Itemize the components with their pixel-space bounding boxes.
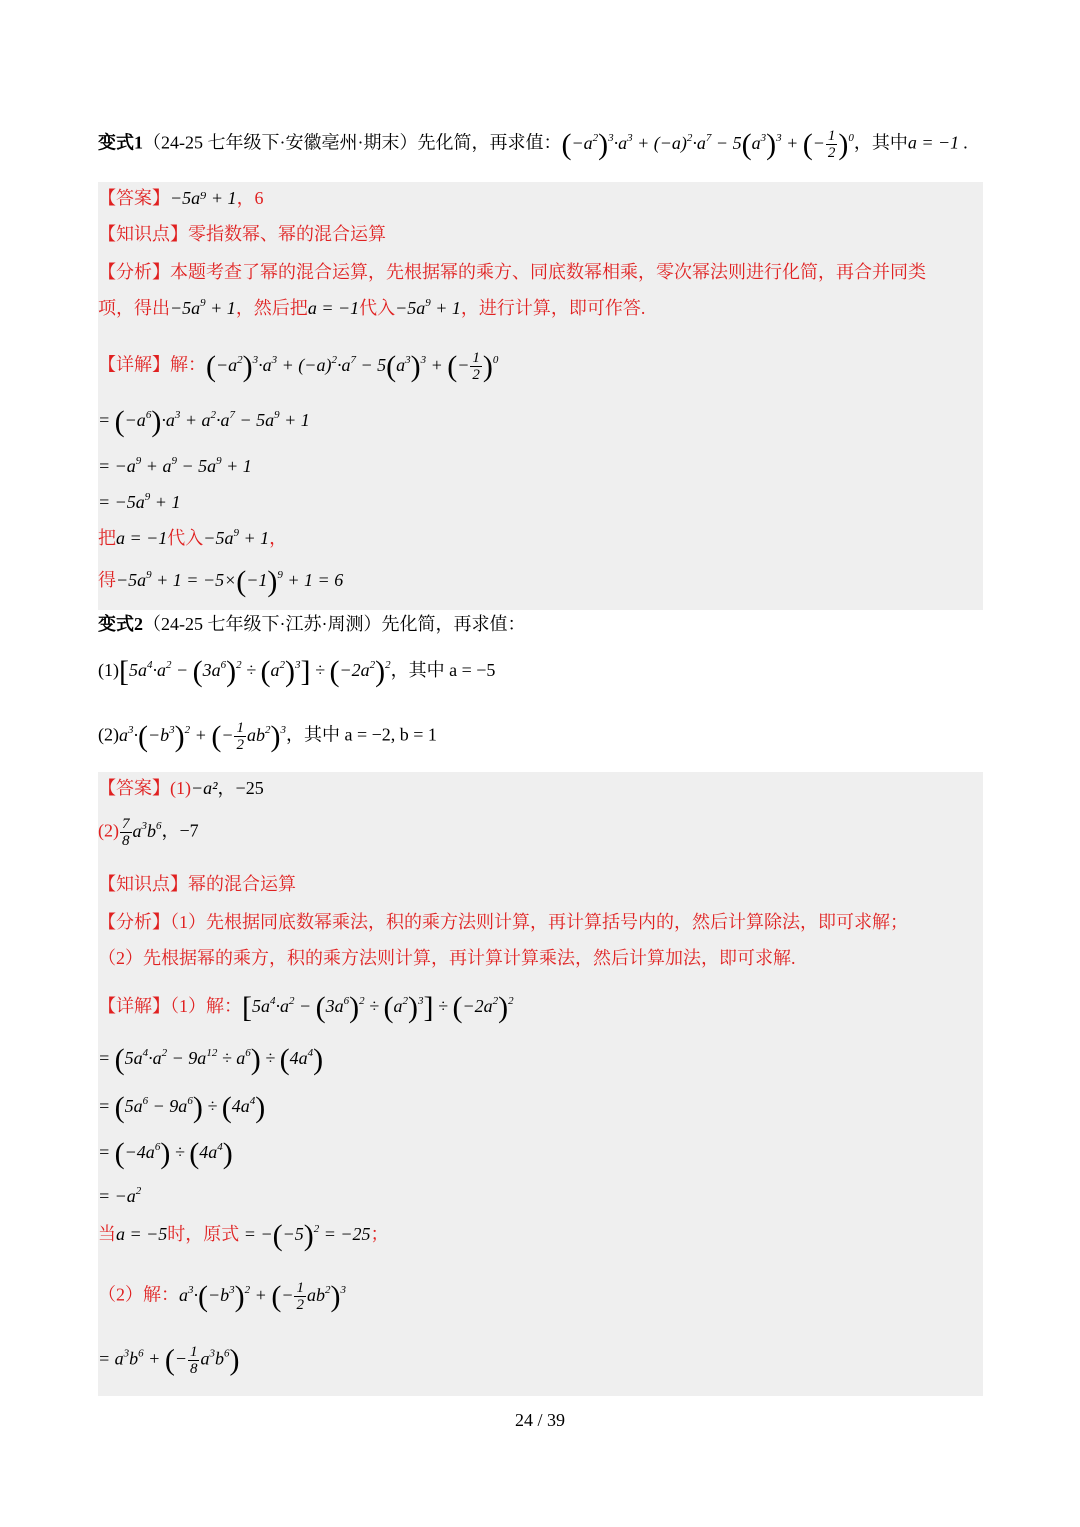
math-expression: a = −5 (116, 1224, 168, 1244)
variant-1-heading (98, 128, 968, 161)
condition-text: a = −1 . (907, 132, 969, 153)
part-condition: ，其中 a = −2, b = 1 (285, 724, 437, 745)
analysis-text: （1）先根据同底数幂乘法，积的乘方法则计算，再计算括号内的，然后计算除法，即可求解； (170, 912, 908, 932)
analysis-tag: 【分析】 (98, 912, 170, 932)
analysis-text: 代入 (359, 298, 396, 318)
solution-tag: 【详解】 (98, 354, 170, 375)
question-part-2 (98, 720, 437, 753)
solution-text: 当 (98, 1224, 116, 1244)
solution-tag: 【详解】 (98, 996, 170, 1016)
math-expression: $a^3\cdot(-b^3)^2$ + (− $\frac{1}{2}$ $ab^2)^3$ (119, 719, 286, 753)
answer-line (98, 186, 264, 210)
step-line: = $(5a^4\cdot a^2 - 9a^{12} \div a^6) \div (4a^4)$ (98, 1042, 324, 1076)
step-line: = $(5a^6 - 9a^6) \div (4a^4)$ (98, 1090, 266, 1124)
variant-label: 变式 (98, 132, 134, 153)
source-tag: （24-25 七年级下·安徽亳州·期末） (143, 132, 418, 153)
part-condition: ，其中 a = −5 (390, 660, 496, 680)
step-line: = $-5a^9 + 1$ (98, 491, 181, 512)
analysis-text: ，然后把 (235, 298, 308, 318)
condition-line: 当a = −5时，原式 = $-(-5)^2 = -25$； (98, 1218, 389, 1252)
substitute-line (98, 526, 287, 550)
solution-text: 时，原式 (167, 1224, 240, 1244)
answer-value: ，6 (236, 188, 264, 208)
answer-expression: −a² (191, 778, 218, 798)
part-label: (1) (170, 778, 191, 798)
where-text: ，其中 (853, 132, 908, 153)
task-text: 先化简，再求值： (381, 614, 526, 634)
analysis-line-2 (98, 296, 645, 320)
variant-number: 2 (134, 614, 143, 634)
step-line: = $-a^9 + a^9 - 5a^9 + 1$ (98, 455, 252, 476)
solution-text: 得 (98, 570, 116, 590)
math-expression: $-5a^9 + 1$ (203, 527, 270, 548)
solution-text: 代入 (167, 528, 204, 548)
solution-line-2 (98, 1280, 346, 1313)
answer-value: ，−7 (161, 820, 199, 841)
knowledge-tag: 【知识点】 (98, 224, 188, 244)
step-line: = $-a^2$ (98, 1185, 142, 1206)
result-line (98, 564, 344, 598)
knowledge-line (98, 872, 296, 896)
math-expression: $\frac{7}{8}$ $a^3b^6$ (122, 816, 162, 849)
analysis-line-1 (98, 260, 926, 284)
answer-value: ，−25 (217, 778, 264, 798)
solution-line (98, 350, 498, 383)
step-line: = $(-a^6)\cdot a^3 + a^2\cdot a^7 - 5a^9 + 1$ (98, 404, 310, 438)
knowledge-tag: 【知识点】 (98, 874, 188, 894)
task-text: 先化简，再求值： (417, 132, 562, 153)
math-expression: $(-a^2)^3\cdot a^3 + (-a)^2\cdot a^7 - 5(a^3)^3$ + (− $\frac{1}{2}$ )$^0$ (206, 349, 499, 383)
answer-expression: −5a⁹ + 1 (170, 188, 237, 208)
solution-text: ， (269, 528, 288, 548)
step-line: = $(-4a^6) \div (4a^4)$ (98, 1136, 233, 1170)
answer-tag: 【答案】 (98, 188, 170, 208)
math-expression: $-5a^9 + 1$ (395, 297, 461, 318)
math-expression: a = −1 (116, 528, 168, 548)
analysis-text: 项，得出 (98, 298, 170, 318)
math-expression: $-5a^9 + 1 = -5\times(-1)^9 + 1 = 6$ (116, 564, 344, 598)
math-expression: = $-(-5)^2 = -25$ (239, 1218, 371, 1252)
solution-pre: （2）解： (98, 1284, 179, 1305)
variant-2-heading (98, 612, 525, 636)
knowledge-text: 幂的混合运算 (188, 874, 296, 894)
math-expression: a = −1 (307, 298, 360, 318)
question-part-1 (98, 654, 496, 688)
math-expression: $[5a^4\cdot a^2 - (3a^6)^2 \div (a^2)^3] \div (-2a^2)^2$ (119, 654, 391, 688)
analysis-text: （2）先根据幂的乘方，积的乘方法则计算，再计算计算乘法，然后计算加法，即可求解. (98, 948, 796, 968)
source-tag: （24-25 七年级下·江苏·周测） (143, 614, 382, 634)
question-expression: $(-a^2)^3\cdot a^3 + (-a)^2\cdot a^7 - 5(a^3)^3$ + (− $\frac{1}{2}$ )$^0$ (561, 127, 854, 161)
solution-line (98, 990, 514, 1024)
solution-pre: 解： (170, 354, 206, 375)
part-label: (2) (98, 724, 119, 745)
variant-label: 变式 (98, 614, 134, 634)
math-expression: $-5a^9 + 1$ (170, 297, 236, 318)
part-label: (1) (98, 660, 119, 680)
answer-line-2 (98, 816, 199, 849)
analysis-text: 本题考查了幂的混合运算，先根据幂的乘方、同底数幂相乘，零次幂法则进行化简，再合并同类 (170, 262, 926, 282)
analysis-line-2 (98, 946, 796, 970)
knowledge-text: 零指数幂、幂的混合运算 (188, 224, 386, 244)
analysis-text: ，进行计算，即可作答. (460, 298, 646, 318)
knowledge-line (98, 222, 386, 246)
answer-box-1 (98, 182, 983, 610)
page-number: 24 / 39 (514, 1410, 565, 1430)
step-line: = $a^3b^6$ + (− $\frac{1}{8}$ $a^3b^6$) (98, 1343, 240, 1377)
math-expression: $[5a^4\cdot a^2 - (3a^6)^2 \div (a^2)^3] \div (-2a^2)^2$ (242, 990, 514, 1024)
answer-box-2 (98, 772, 983, 1396)
math-expression: $a^3\cdot(-b^3)^2$ + (− $\frac{1}{2}$ $ab^2)^3$ (179, 1279, 346, 1313)
answer-tag: 【答案】 (98, 778, 170, 798)
solution-text: 把 (98, 528, 116, 548)
variant-number: 1 (134, 132, 143, 153)
analysis-tag: 【分析】 (98, 262, 170, 282)
part-label: (2) (98, 820, 119, 841)
answer-line-1 (98, 776, 264, 800)
solution-pre: （1）解： (170, 996, 242, 1016)
analysis-line-1 (98, 910, 908, 934)
